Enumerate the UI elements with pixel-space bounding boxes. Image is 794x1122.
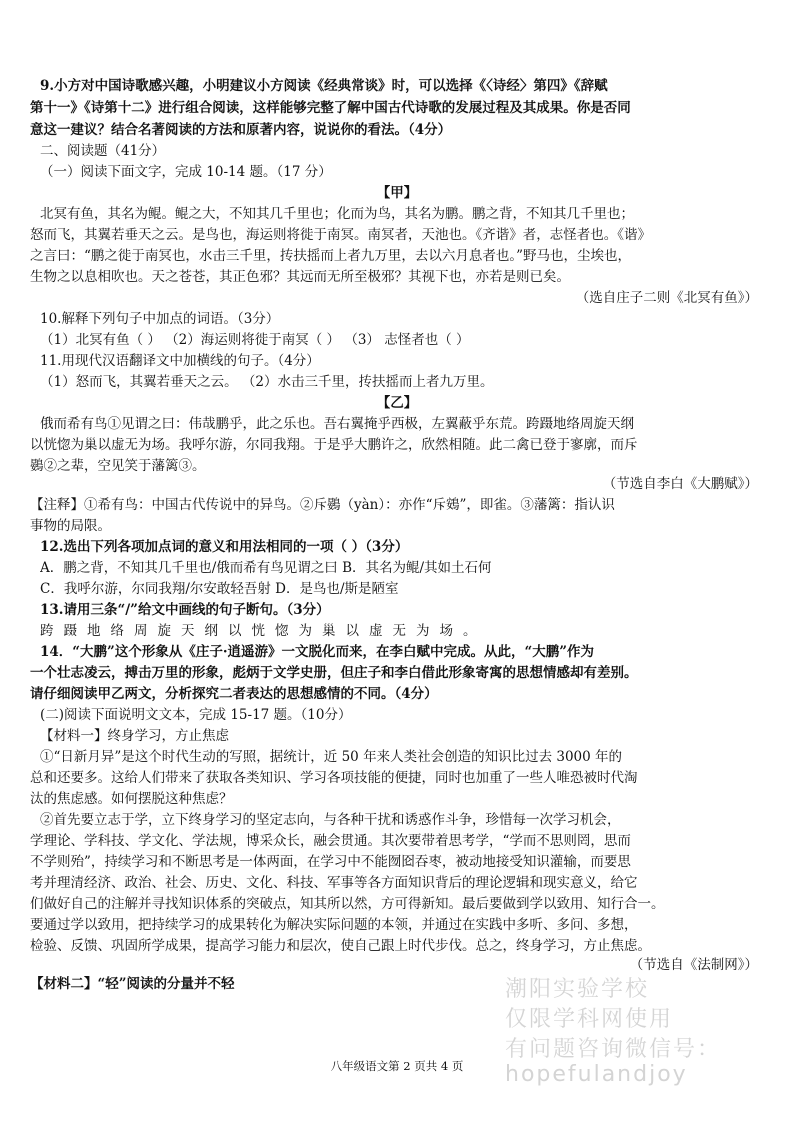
q12-stem: 12.选出下列各项加点词的意义和用法相同的一项（ ）（3分） bbox=[40, 539, 409, 555]
watermark-line-1: 潮阳实验学校 bbox=[505, 977, 650, 1002]
passage-jia-source: （选自庄子二则《北冥有鱼》） bbox=[575, 290, 758, 306]
material-1-p2-line-7: 检验、反馈、巩固所学成果，提高学习能力和层次，使自己跟上时代步伐。总之，终身学习，方止焦虑。 bbox=[30, 938, 651, 954]
material-2-title: 【材料二】“轻”阅读的分量并不轻 bbox=[30, 976, 235, 992]
material-1-p1-line-2: 总和还要多。这给人们带来了获取各类知识、学习各项技能的便捷，同时也加重了一些人唯恐被时代淘 bbox=[30, 770, 638, 786]
passage-jia-label: 【甲】 bbox=[376, 185, 418, 201]
q9-line-1: 9.小方对中国诗歌感兴趣，小明建议小方阅读《经典常谈》时，可以选择《〈诗经〉第四》《辞赋 bbox=[40, 78, 608, 94]
passage-yi-label: 【乙】 bbox=[376, 395, 418, 411]
passage-jia-line-4: 生物之以息相吹也。天之苍苍，其正色邪？其远而无所至极邪？其视下也，亦若是则已矣。 bbox=[30, 269, 570, 285]
watermark-line-3: 有问题咨询微信号： bbox=[505, 1037, 722, 1062]
section-2-title: 二、阅读题（41分） bbox=[40, 143, 166, 159]
watermark-line-4: hopefulandjoy bbox=[505, 1062, 688, 1087]
q10-stem: 10.解释下列句子中加点的词语。（3分） bbox=[40, 311, 280, 327]
passage-jia-line-1: 北冥有鱼，其名为鲲。鲲之大，不知其几千里也；化而为鸟，其名为鹏。鹏之背，不知其几千里也； bbox=[40, 206, 634, 222]
q14-line-1: 14．“大鹏”这个形象从《庄子·逍遥游》一文脱化而来，在李白赋中完成。从此，“大鹏”作为 bbox=[40, 644, 595, 660]
q11-options: （1）怒而飞，其翼若垂天之云。 （2）水击三千里，抟扶摇而上者九万里。 bbox=[40, 374, 494, 390]
annotation-line-1: 【注释】①希有鸟：中国古代传说中的异鸟。②斥鷃（yàn）：亦作“斥鴳”，即雀。③藩篱：指认识 bbox=[30, 497, 615, 513]
q12-options-ab: A．鹏之背，不知其几千里也/俄而希有鸟见谓之曰 B．其名为鲲/其如土石何 bbox=[40, 560, 492, 576]
material-1-title: 【材料一】终身学习，方止焦虑 bbox=[40, 728, 229, 744]
part-2-title: (二)阅读下面说明文文本，完成 15-17 题。（10分） bbox=[40, 707, 352, 723]
material-1-p1-line-3: 汰的焦虑感。如何摆脱这种焦虑？ bbox=[30, 791, 233, 807]
material-1-p2-line-2: 学理论、学科技、学文化、学法规，博采众长，融会贯通。其次要带着思考学，“学而不思则罔，思而 bbox=[30, 833, 631, 849]
q12-options-cd: C．我呼尔游，尔同我翔/尔安敢轻吾射 D．是鸟也/斯是陋室 bbox=[40, 581, 399, 597]
material-1-p2-line-1: ②首先要立志于学，立下终身学习的坚定志向，与各种干扰和诱惑作斗争，珍惜每一次学习机会， bbox=[40, 812, 621, 828]
passage-jia-line-2: 怒而飞，其翼若垂天之云。是鸟也，海运则将徙于南冥。南冥者，天池也。《齐谐》者，志怪者也。《谐》 bbox=[30, 227, 651, 243]
passage-yi-source: （节选自李白《大鹏赋》） bbox=[602, 476, 758, 492]
q14-line-2: 一个壮志凌云，搏击万里的形象，彪炳于文学史册，但庄子和李白借此形象寄寓的思想情感却有差别。 bbox=[30, 665, 638, 681]
q14-line-3: 请仔细阅读甲乙两文，分析探究二者表达的思想感情的不同。（4分） bbox=[30, 686, 438, 702]
material-1-p2-line-5: 们做好自己的注解并寻找知识体系的突破点，知其所以然，方可得新知。最后要做到学以致用、知行合一。 bbox=[30, 896, 665, 912]
q9-line-3: 意这一建议？结合名著阅读的方法和原著内容，说说你的看法。（4分） bbox=[30, 122, 452, 138]
passage-yi-line-1: 俄而希有鸟①见谓之曰：伟哉鹏乎，此之乐也。吾右翼掩乎西极，左翼蔽乎东荒。跨蹑地络周旋天纲 bbox=[40, 416, 634, 432]
material-1-p1-line-1: ①“日新月异”是这个时代生动的写照，据统计，近 50 年来人类社会创造的知识比过去 3000 年的 bbox=[40, 749, 623, 765]
q13-stem: 13.请用三条“/”给文中画线的句子断句。（3分） bbox=[40, 602, 330, 618]
q11-stem: 11.用现代汉语翻译文中加横线的句子。（4分） bbox=[40, 353, 320, 369]
q13-sentence: 跨蹑地络周旋天纲以恍惚为巢以虚无为场。 bbox=[40, 623, 487, 639]
material-1-p2-line-3: 不学则殆”，持续学习和不断思考是一体两面，在学习中不能囫囵吞枣，被动地接受知识灌输，而要思 bbox=[30, 854, 631, 870]
material-1-p2-line-6: 要通过学以致用，把持续学习的成果转化为解决实际问题的本领，并通过在实践中多听、多问、多想， bbox=[30, 917, 638, 933]
part-1-title: （一）阅读下面文字，完成 10-14 题。（17 分） bbox=[40, 164, 332, 180]
material-1-source: （节选自《法制网》） bbox=[629, 957, 758, 973]
passage-yi-line-2: 以恍惚为巢以虚无为场。我呼尔游，尔同我翔。于是乎大鹏许之，欣然相随。此二禽已登于寥廓，而斥 bbox=[30, 437, 638, 453]
annotation-line-2: 事物的局限。 bbox=[30, 518, 111, 534]
q10-options: （1）北冥有鱼（ ） （2）海运则将徙于南冥（ ） （3） 志怪者也（ ） bbox=[40, 332, 470, 348]
watermark-line-2: 仅限学科网使用 bbox=[505, 1007, 674, 1032]
passage-yi-line-3: 鷃②之辈，空见笑于藩篱③。 bbox=[30, 458, 206, 474]
material-1-p2-line-4: 考并理清经济、政治、社会、历史、文化、科技、军事等各方面知识背后的理论逻辑和现实意义，给它 bbox=[30, 875, 638, 891]
q9-line-2: 第十一》《诗第十二》进行组合阅读，这样能够完整了解中国古代诗歌的发展过程及其成果。你是否同 bbox=[30, 100, 631, 116]
passage-jia-line-3: 之言曰：“鹏之徙于南冥也，水击三千里，抟扶摇而上者九万里，去以六月息者也。”野马也，尘埃也， bbox=[30, 248, 632, 264]
page-footer: 八年级语文第 2 页共 4 页 bbox=[330, 1059, 464, 1073]
